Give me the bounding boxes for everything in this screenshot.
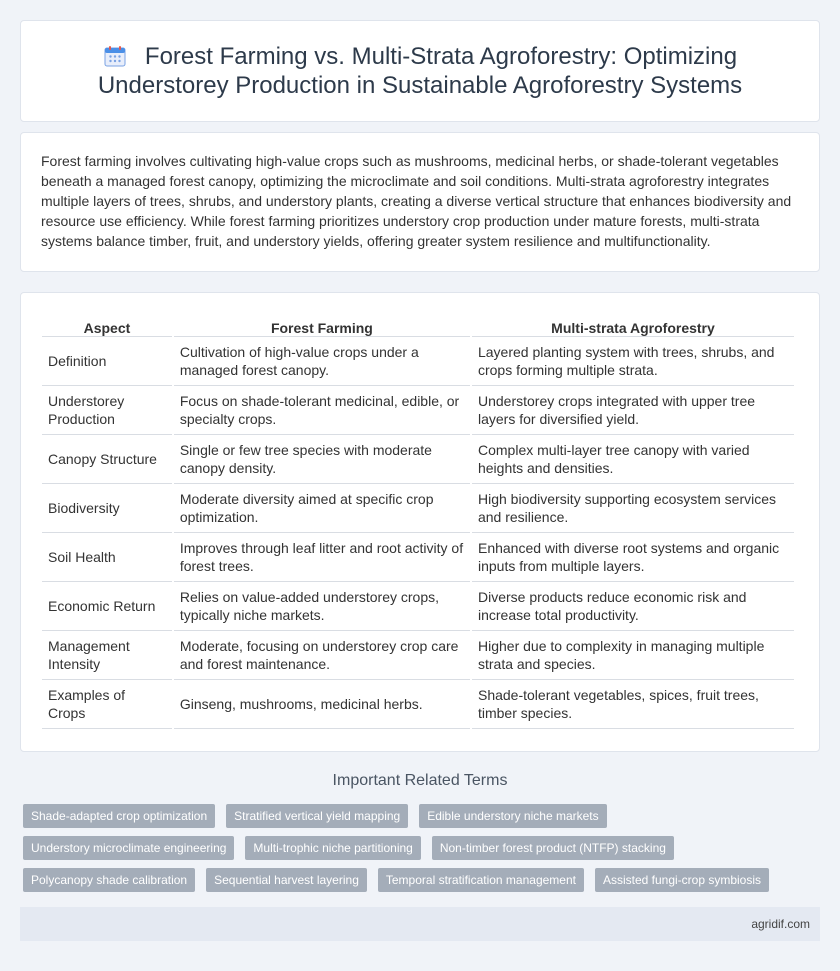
- table-row: [42, 631, 794, 680]
- title-card: [20, 20, 820, 122]
- page-title-text: Forest Farming vs. Multi-Strata Agroforestry: Optimizing Understorey Production in Sustainable Agroforestry Systems: [97, 43, 743, 99]
- table-row: [42, 337, 794, 386]
- header-multi-strata: Multi-strata Agroforestry: [472, 311, 794, 337]
- forest-farming-cell: Relies on value-added understorey crops, typically niche markets.: [174, 582, 470, 631]
- forest-farming-cell: Ginseng, mushrooms, medicinal herbs.: [174, 680, 470, 729]
- forest-farming-cell: Focus on shade-tolerant medicinal, edible, or specialty crops.: [174, 386, 470, 435]
- aspect-cell: Examples of Crops: [42, 680, 172, 729]
- aspect-cell: Soil Health: [42, 533, 172, 582]
- related-term-tag[interactable]: Shade-adapted crop optimization: [23, 804, 215, 828]
- header-forest-farming: Forest Farming: [174, 311, 470, 337]
- multi-strata-cell: Enhanced with diverse root systems and organic inputs from multiple layers.: [472, 533, 794, 582]
- related-term-tag[interactable]: Temporal stratification management: [378, 868, 584, 892]
- related-term-tag[interactable]: Edible understory niche markets: [419, 804, 606, 828]
- title-wrap: [70, 42, 770, 100]
- multi-strata-cell: Understorey crops integrated with upper tree layers for diversified yield.: [472, 386, 794, 435]
- aspect-cell: Biodiversity: [42, 484, 172, 533]
- comparison-card: [20, 292, 820, 752]
- related-terms-tags: [20, 804, 830, 900]
- related-terms-title: Important Related Terms: [332, 772, 508, 789]
- header-aspect: Aspect: [42, 311, 172, 337]
- table-row: [42, 680, 794, 729]
- related-term-tag[interactable]: Multi-trophic niche partitioning: [245, 836, 420, 860]
- related-term-tag[interactable]: Polycanopy shade calibration: [23, 868, 195, 892]
- related-term-tag[interactable]: Understory microclimate engineering: [23, 836, 234, 860]
- forest-farming-cell: Improves through leaf litter and root activity of forest trees.: [174, 533, 470, 582]
- aspect-cell: Economic Return: [42, 582, 172, 631]
- aspect-cell: Canopy Structure: [42, 435, 172, 484]
- forest-farming-cell: Cultivation of high-value crops under a managed forest canopy.: [174, 337, 470, 386]
- table-row: [42, 533, 794, 582]
- multi-strata-cell: Layered planting system with trees, shrubs, and crops forming multiple strata.: [472, 337, 794, 386]
- multi-strata-cell: Diverse products reduce economic risk and increase total productivity.: [472, 582, 794, 631]
- related-term-tag[interactable]: Stratified vertical yield mapping: [226, 804, 408, 828]
- footer-site-link[interactable]: agridif.com: [751, 917, 810, 931]
- table-header-row: [42, 311, 794, 337]
- multi-strata-cell: Complex multi-layer tree canopy with varied heights and densities.: [472, 435, 794, 484]
- comparison-table: [40, 311, 796, 729]
- intro-paragraph: Forest farming involves cultivating high-value crops such as mushrooms, medicinal herbs, or shade-tolerant vegetables beneath a managed forest canopy, optimizing the microclimate and soil conditions. Multi-strata agroforestry integrates multiple layers of trees, shrubs, and understory plants, creating a diverse vertical structure that enhances biodiversity and resource use efficiency. While forest farming prioritizes understory crop production under mature forests, multi-strata systems balance timber, fruit, and understory yields, offering greater system resilience and multifunctionality.: [41, 153, 792, 249]
- multi-strata-cell: High biodiversity supporting ecosystem services and resilience.: [472, 484, 794, 533]
- table-row: [42, 435, 794, 484]
- aspect-cell: Understorey Production: [42, 386, 172, 435]
- related-term-tag[interactable]: Assisted fungi-crop symbiosis: [595, 868, 769, 892]
- forest-farming-cell: Moderate diversity aimed at specific crop optimization.: [174, 484, 470, 533]
- multi-strata-cell: Higher due to complexity in managing multiple strata and species.: [472, 631, 794, 680]
- forest-farming-cell: Moderate, focusing on understorey crop care and forest maintenance.: [174, 631, 470, 680]
- related-term-tag[interactable]: Non-timber forest product (NTFP) stacking: [432, 836, 674, 860]
- aspect-cell: Definition: [42, 337, 172, 386]
- aspect-cell: Management Intensity: [42, 631, 172, 680]
- table-row: [42, 582, 794, 631]
- calendar-icon: [103, 44, 127, 68]
- multi-strata-cell: Shade-tolerant vegetables, spices, fruit trees, timber species.: [472, 680, 794, 729]
- forest-farming-cell: Single or few tree species with moderate canopy density.: [174, 435, 470, 484]
- page-title: [70, 42, 770, 100]
- related-term-tag[interactable]: Sequential harvest layering: [206, 868, 367, 892]
- table-row: [42, 386, 794, 435]
- footer: [20, 907, 820, 941]
- intro-card: [20, 132, 820, 272]
- table-row: [42, 484, 794, 533]
